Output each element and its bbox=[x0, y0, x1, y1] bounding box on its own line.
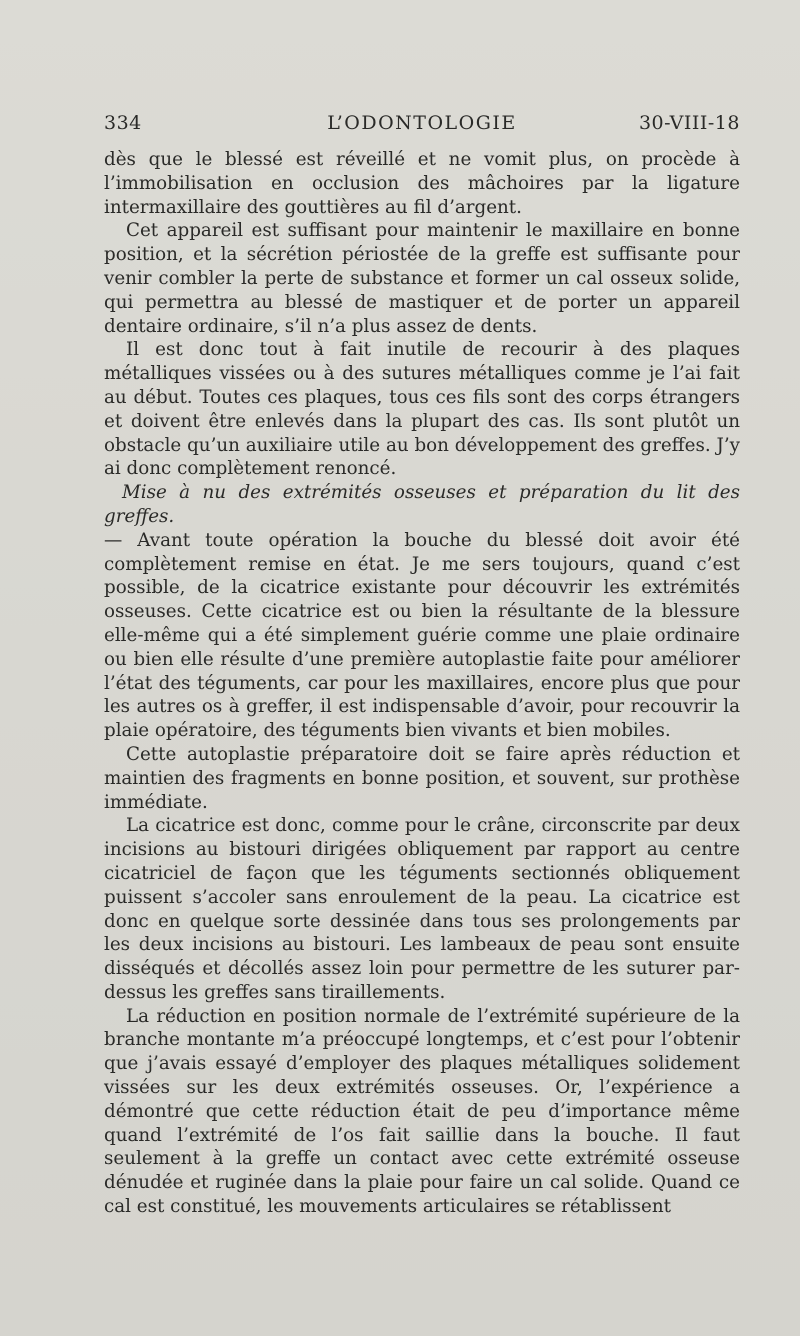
paragraph: La réduction en position normale de l’extrémité supérieure de la branche montante m’a préoccupé longtemps, et c’est pour l’obtenir que j’avais essayé d’employer des plaques métalliques solidement vissées sur les deux extrémités osseuses. Or, l’expérience a démontré que cette réduction était de peu d’importance même quand l’extrémité de l’os fait saillie dans la bouche. Il faut seulement à la greffe un contact avec cette extrémité osseuse dénudée et ruginée dans la plaie pour faire un cal solide. Quand ce cal est constitué, les mouvements articulaires se rétablissent bbox=[104, 1005, 740, 1218]
paragraph: Cet appareil est suffisant pour maintenir le maxillaire en bonne position, et la sécrétion périostée de la greffe est suffisante pour venir combler la perte de substance et former un cal osseux solide, qui permettra au blessé de mastiquer et de porter un appareil dentaire ordinaire, s’il n’a plus assez de dents. bbox=[104, 220, 740, 337]
paragraph: Cette autoplastie préparatoire doit se faire après réduction et maintien des fragments en bonne position, et souvent, sur prothèse immédiate. bbox=[104, 743, 740, 813]
page-header bbox=[104, 112, 740, 142]
paragraph: La cicatrice est donc, comme pour le crâne, circonscrite par deux incisions au bistouri dirigées obliquement par rapport au centre cicatriciel de façon que les téguments sectionnés obliquement puissent s’accoler sans enroulement de la peau. La cicatrice est donc en quelque sorte dessinée dans tous ses prolongements par les deux incisions au bistouri. Les lambeaux de peau sont ensuite disséqués et décollés assez loin pour permettre de les suturer par-dessus les greffes sans tiraillements. bbox=[104, 815, 740, 1003]
paragraph: Il est donc tout à fait inutile de recourir à des plaques métalliques vissées ou à des sutures métalliques comme je l’ai fait au début. Toutes ces plaques, tous ces fils sont des corps étrangers et doivent être enlevés dans la plupart des cas. Ils sont plutôt un obstacle qu’un auxiliaire utile au bon développement des greffes. J’y ai donc complètement renoncé. bbox=[104, 339, 740, 480]
section-title: Mise à nu des extrémités osseuses et préparation du lit des greffes. bbox=[104, 482, 740, 527]
section-text: — Avant toute opération la bouche du blessé doit avoir été complètement remise en état. Je me sers toujours, quand c’est possible, de la cicatrice existante pour découvrir les extrémités osseuses. Cette cicatrice est ou bien la résultante de la blessure elle-même qui a été simplement guérie comme une plaie ordinaire ou bien elle résulte d’une première autoplastie faite pour améliorer l’état des téguments, car pour les maxillaires, encore plus que pour les autres os à greffer, il est indispensable d’avoir, pour recouvrir la plaie opératoire, des téguments bien vivants et bien mobiles. bbox=[104, 529, 740, 742]
body-text bbox=[104, 148, 740, 1219]
page-number: 334 bbox=[104, 112, 142, 134]
section-paragraph bbox=[104, 481, 740, 743]
running-title: L’ODONTOLOGIE bbox=[327, 112, 517, 134]
issue-date: 30-VIII-18 bbox=[638, 112, 740, 134]
paragraph: dès que le blessé est réveillé et ne vomit plus, on procède à l’immobilisation en occlusion des mâchoires par la ligature intermaxillaire des gouttières au fil d’argent. bbox=[104, 149, 740, 218]
